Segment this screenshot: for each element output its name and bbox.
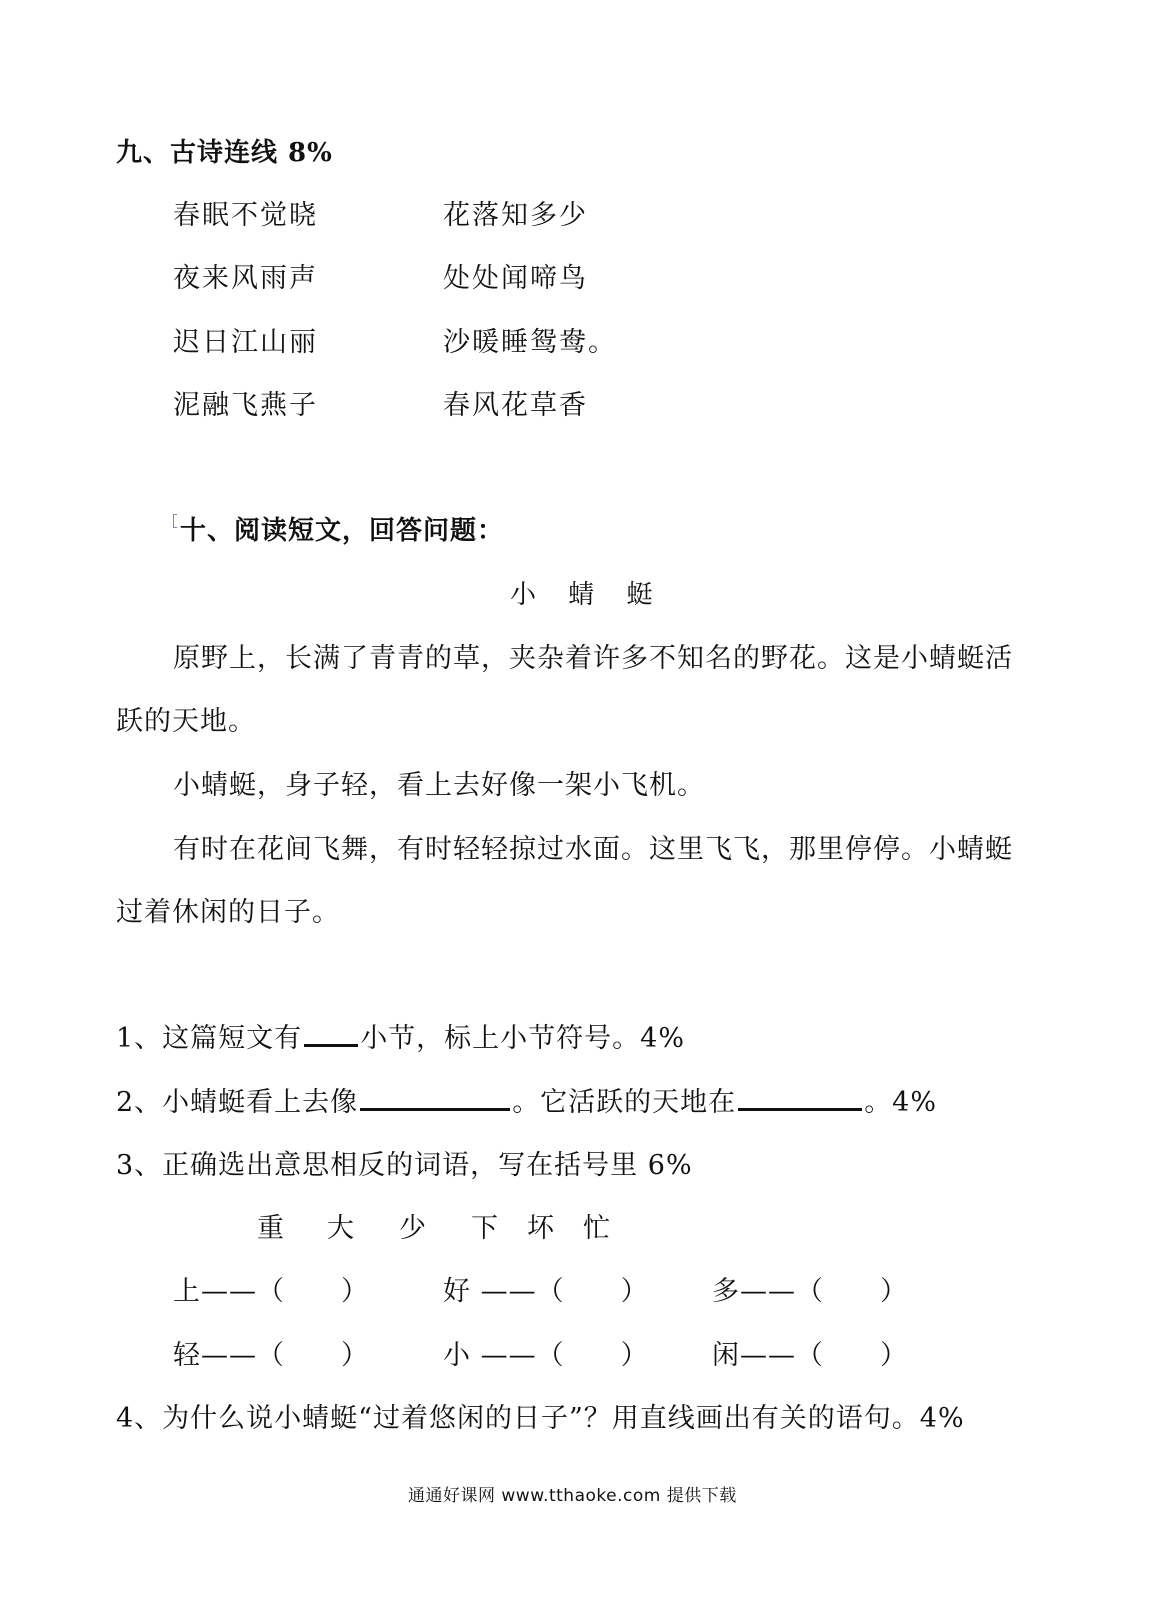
poem-left-1: 春眠不觉晓 (173, 200, 318, 231)
word-bank-item-2: 大 (327, 1213, 354, 1244)
antonym-pair-6[interactable]: 闲——（ ） (712, 1340, 908, 1371)
passage-paragraph-2: 小蜻蜓，身子轻，看上去好像一架小飞机。 (173, 770, 705, 801)
poem-left-4: 泥融飞燕子 (173, 390, 318, 421)
word-bank-item-4: 下 (471, 1213, 498, 1244)
poem-right-1: 花落知多少 (443, 200, 588, 231)
question-1 (116, 1016, 685, 1055)
antonym-pair-5[interactable]: 小 ——（ ） (443, 1340, 649, 1371)
section-marker (173, 514, 177, 528)
section-9-heading: 九、古诗连线 8% (116, 138, 333, 168)
word-bank-item-6: 忙 (583, 1213, 610, 1244)
question-2-text-b: 。它活跃的天地在 (512, 1087, 737, 1118)
question-2-text-a: 2、小蜻蜓看上去像 (116, 1087, 359, 1118)
poem-left-3: 迟日江山丽 (173, 327, 318, 358)
antonym-pair-2[interactable]: 好 ——（ ） (443, 1276, 649, 1307)
word-bank-item-5: 坏 (527, 1213, 554, 1244)
antonym-pair-4[interactable]: 轻——（ ） (173, 1340, 369, 1371)
question-2 (116, 1080, 937, 1119)
word-bank-item-3: 少 (399, 1213, 426, 1244)
question-1-text-a: 1、这篇短文有 (116, 1023, 303, 1054)
passage-paragraph-3: 有时在花间飞舞，有时轻轻掠过水面。这里飞飞，那里停停。小蜻蜓 (173, 834, 1013, 865)
poem-right-3: 沙暖睡鸳鸯。 (443, 327, 617, 358)
word-bank-item-1: 重 (257, 1213, 284, 1244)
question-1-text-b: 小节，标上小节符号。4% (360, 1023, 686, 1054)
answer-blank-1[interactable] (304, 1020, 358, 1047)
answer-blank-3[interactable] (738, 1084, 862, 1111)
footer-credit: 通通好课网 www.tthaoke.com 提供下载 (408, 1486, 737, 1506)
passage-paragraph-1: 原野上，长满了青青的草，夹杂着许多不知名的野花。这是小蜻蜓活 (173, 643, 1013, 674)
poem-right-2: 处处闻啼鸟 (443, 263, 588, 294)
passage-paragraph-3-cont: 过着休闲的日子。 (116, 897, 340, 928)
question-4: 4、为什么说小蜻蜓“过着悠闲的日子”？用直线画出有关的语句。4% (116, 1403, 965, 1434)
poem-left-2: 夜来风雨声 (173, 263, 318, 294)
antonym-pair-1[interactable]: 上——（ ） (173, 1276, 369, 1307)
poem-right-4: 春风花草香 (443, 390, 588, 421)
answer-blank-2[interactable] (360, 1084, 510, 1111)
section-10-heading: 十、阅读短文，回答问题： (180, 516, 505, 546)
antonym-pair-3[interactable]: 多——（ ） (712, 1276, 908, 1307)
question-2-text-c: 。4% (864, 1087, 938, 1118)
passage-paragraph-1-cont: 跃的天地。 (116, 706, 256, 737)
passage-title: 小 蜻 蜓 (510, 580, 665, 610)
question-3: 3、正确选出意思相反的词语，写在括号里 6% (116, 1150, 693, 1181)
